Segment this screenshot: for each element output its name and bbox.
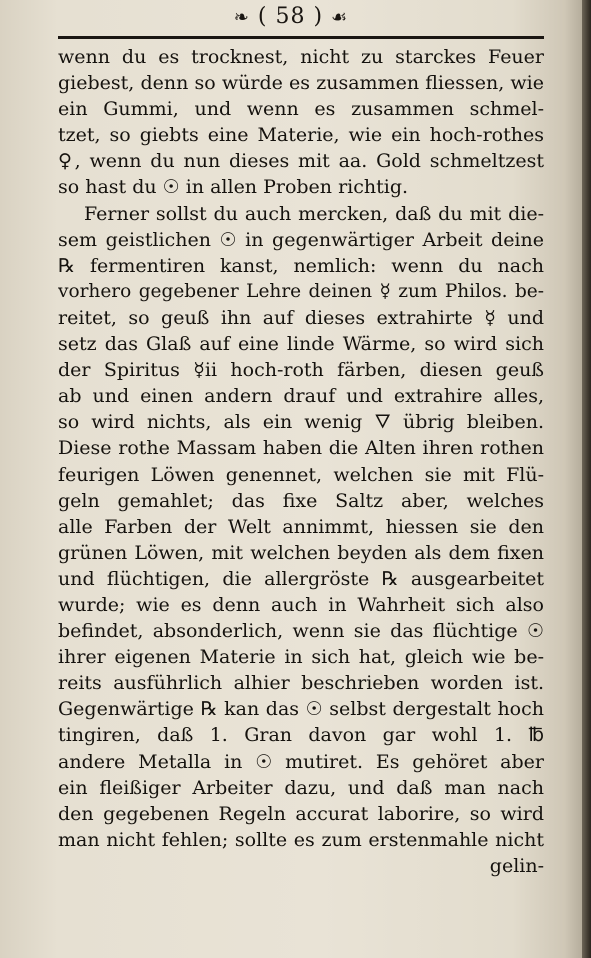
- text-line: so hast du ☉ in allen Proben richtig.: [58, 176, 409, 199]
- text-line: ein fleißiger Arbeiter dazu, und daß man nach: [58, 776, 544, 799]
- text-line: setz das Glaß auf eine linde Wärme, so wird sich: [58, 333, 544, 356]
- text-line: wenn du es trocknest, nicht zu starckes Feuer: [58, 46, 544, 68]
- text-line: Gegenwärtige ℞ kan das ☉ selbst dergestalt hoch: [58, 698, 544, 721]
- text-line: geln gemahlet; das fixe Saltz aber, welches: [58, 489, 544, 512]
- text-line: reits ausführlich alhier beschrieben worden ist.: [58, 672, 544, 695]
- text-line: sem geistlichen ☉ in gegenwärtiger Arbeit deine: [58, 228, 544, 251]
- text-line: den gegebenen Regeln accurat laborire, so wird: [58, 802, 544, 825]
- text-line: so wird nichts, als ein wenig 🜄 übrig bleiben.: [58, 411, 544, 434]
- text-line: Diese rothe Massam haben die Alten ihren rothen: [58, 437, 544, 460]
- catchword: gelin-: [489, 854, 544, 877]
- header-ornament-left-icon: ❧: [233, 7, 250, 28]
- body-text: [58, 44, 544, 879]
- text-line: tzet, so giebts eine Materie, wie ein hoch-rothes: [58, 124, 544, 147]
- text-line: feurigen Löwen genennet, welchen sie mit Flü-: [58, 463, 544, 486]
- text-line: Ferner sollst du auch mercken, daß du mit die-: [84, 202, 544, 225]
- text-line: ein Gummi, und wenn es zusammen schmel-: [58, 98, 544, 121]
- text-line: ℞ fermentiren kanst, nemlich: wenn du nach: [58, 254, 544, 277]
- header-ornament-right-icon: ☙: [331, 7, 349, 28]
- text-line: befindet, absonderlich, wenn sie das flüchtige ☉: [58, 620, 544, 643]
- text-line: giebest, denn so würde es zusammen fliessen, wie: [58, 72, 544, 95]
- text-line: alle Farben der Welt annimmt, hiessen sie den: [58, 515, 544, 538]
- text-line: ♀, wenn du nun dieses mit aa. Gold schmeltzest: [58, 150, 544, 173]
- text-line: grünen Löwen, mit welchen beyden als dem fixen: [58, 541, 544, 564]
- text-line: man nicht fehlen; sollte es zum erstenmahle nicht: [58, 828, 544, 851]
- book-edge: [582, 0, 591, 958]
- text-line: vorhero gegebener Lehre deinen ☿ zum Philos. be-: [58, 280, 544, 302]
- text-line: der Spiritus ☿ii hoch-roth färben, diesen geuß: [58, 359, 544, 382]
- text-line: und flüchtigen, die allergröste ℞ ausgearbeitet: [58, 567, 544, 590]
- text-line: andere Metalla in ☉ mutiret. Es gehöret aber: [58, 750, 544, 773]
- header-rule: [58, 36, 544, 39]
- text-line: reitet, so geuß ihn auf dieses extrahirte ☿ und: [58, 306, 544, 329]
- page-number: ( 58 ): [257, 4, 324, 29]
- text-line: wurde; wie es denn auch in Wahrheit sich also: [58, 593, 544, 616]
- text-line: tingiren, daß 1. Gran davon gar wohl 1. ℔: [58, 724, 544, 747]
- page-header: [0, 4, 582, 30]
- text-line: ihrer eigenen Materie in sich hat, gleich wie be-: [58, 646, 544, 669]
- text-line: ab und einen andern drauf und extrahire alles,: [58, 385, 544, 408]
